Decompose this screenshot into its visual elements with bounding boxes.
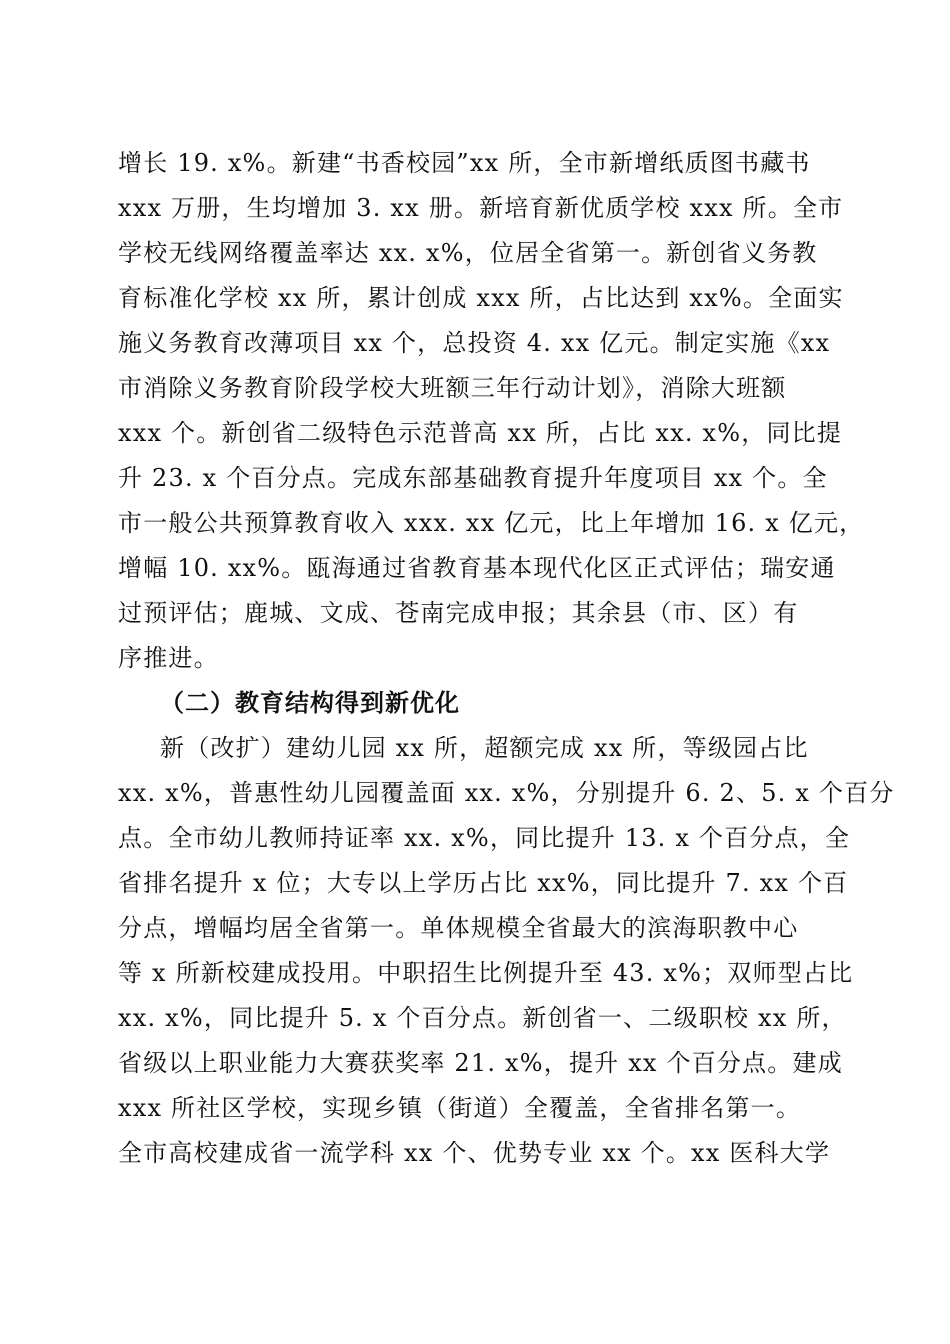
paragraph-line: 市消除义务教育阶段学校大班额三年行动计划》，消除大班额 xyxy=(118,374,787,402)
paragraph-line: 过预评估；鹿城、文成、苍南完成申报；其余县（市、区）有 xyxy=(118,599,799,627)
paragraph-line: 增长 19. x%。新建“书香校园”xx 所，全市新增纸质图书藏书 xyxy=(118,149,811,177)
paragraph-line: xxx 万册，生均增加 3. xx 册。新培育新优质学校 xxx 所。全市 xyxy=(118,194,844,222)
paragraph-line: 施义务教育改薄项目 xx 个，总投资 4. xx 亿元。制定实施《xx xyxy=(118,329,831,357)
paragraph-line: xxx 所社区学校，实现乡镇（街道）全覆盖，全省排名第一。 xyxy=(118,1094,802,1122)
paragraph-line: 增幅 10. xx%。瓯海通过省教育基本现代化区正式评估；瑞安通 xyxy=(118,554,836,582)
paragraph-line: 省级以上职业能力大赛获奖率 21. x%，提升 xx 个百分点。建成 xyxy=(118,1049,843,1077)
paragraph-line: xxx 个。新创省二级特色示范普高 xx 所，占比 xx. x%，同比提 xyxy=(118,419,843,447)
section-heading: （二）教育结构得到新优化 xyxy=(160,689,460,717)
paragraph-line: 分点，增幅均居全省第一。单体规模全省最大的滨海职教中心 xyxy=(118,914,799,942)
paragraph-line: 升 23. x 个百分点。完成东部基础教育提升年度项目 xx 个。全 xyxy=(118,464,828,492)
paragraph-line: 市一般公共预算教育收入 xxx. xx 亿元，比上年增加 16. x 亿元， xyxy=(118,509,865,537)
paragraph-line: 省排名提升 x 位；大专以上学历占比 xx%，同比提升 7. xx 个百 xyxy=(118,869,849,897)
paragraph-line: xx. x%，普惠性幼儿园覆盖面 xx. x%，分别提升 6. 2、5. x 个百分 xyxy=(118,779,895,807)
paragraph-line: 全市高校建成省一流学科 xx 个、优势专业 xx 个。xx 医科大学 xyxy=(118,1139,831,1167)
paragraph-line: 学校无线网络覆盖率达 xx. x%，位居全省第一。新创省义务教 xyxy=(118,239,818,267)
paragraph-line: xx. x%，同比提升 5. x 个百分点。新创省一、二级职校 xx 所， xyxy=(118,1004,847,1032)
paragraph-line: 育标准化学校 xx 所，累计创成 xxx 所，占比达到 xx%。全面实 xyxy=(118,284,844,312)
paragraph-line: 序推进。 xyxy=(118,644,219,672)
paragraph-line: 新（改扩）建幼儿园 xx 所，超额完成 xx 所，等级园占比 xyxy=(160,734,809,762)
paragraph-line: 点。全市幼儿教师持证率 xx. x%，同比提升 13. x 个百分点，全 xyxy=(118,824,851,852)
paragraph-line: 等 x 所新校建成投用。中职招生比例提升至 43. x%；双师型占比 xyxy=(118,959,854,987)
